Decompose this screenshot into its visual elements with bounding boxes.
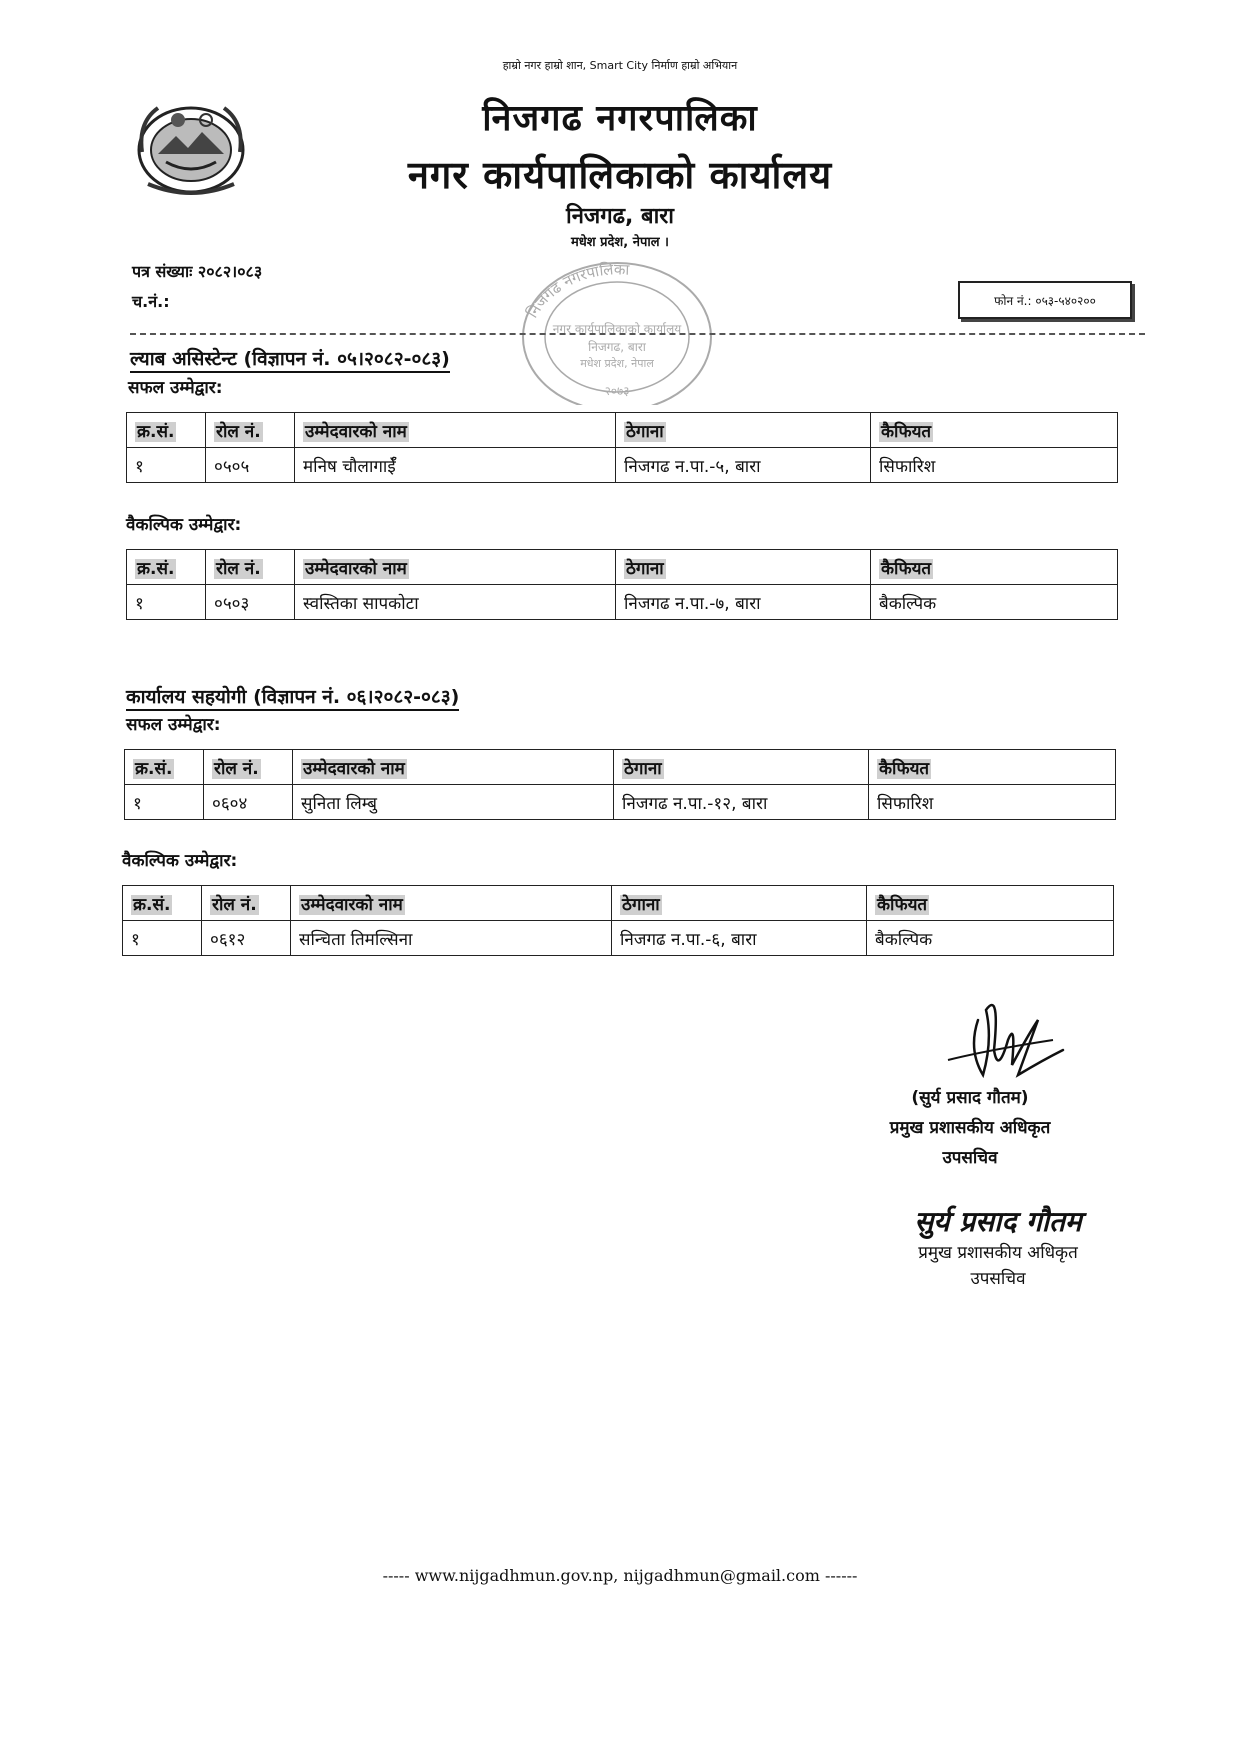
stamp-text-line3: निजगढ, बारा [588,340,646,354]
alternate-candidates-table [122,885,1114,956]
successful-label: सफल उम्मेद्वार: [128,378,223,398]
table-header-row [127,550,1118,585]
roll-cell: ०६१२ [202,921,291,956]
column-header: रोल नं. [212,894,257,915]
serial-cell: १ [125,785,204,820]
handwritten-signature [938,980,1068,1090]
column-header: रोल नं. [216,558,261,579]
alternate-label: वैकल्पिक उम्मेद्वार: [126,515,242,535]
remarks-cell: सिफारिश [869,785,1116,820]
stamp-text-line1: निजगढ नगरपालिका [523,260,630,322]
column-header: क्र.सं. [137,421,175,442]
roll-cell: ०६०४ [204,785,293,820]
column-header: उम्मेदवारको नाम [303,758,405,779]
name-stamp-rank: उपसचिव [970,1269,1026,1289]
stamp-text-line2: नगर कार्यपालिकाको कार्यालय [552,322,682,336]
column-header: रोल नं. [216,421,261,442]
successful-candidates-table [124,749,1116,820]
name-stamp-name: सुर्य प्रसाद गौतम [914,1205,1082,1238]
signatory-rank: उपसचिव [942,1148,998,1168]
address-cell: निजगढ न.पा.-१२, बारा [614,785,869,820]
header-divider [130,333,1145,335]
stamp-year: २०७३ [604,384,630,398]
address-cell: निजगढ न.पा.-६, बारा [612,921,867,956]
column-header: उम्मेदवारको नाम [305,421,407,442]
serial-cell: १ [123,921,202,956]
candidate-name-cell: सुनिता लिम्बु [293,785,614,820]
address-line-2: मधेश प्रदेश, नेपाल । [571,235,669,250]
column-header: ठेगाना [622,894,660,915]
stamp-text-line4: मधेश प्रदेश, नेपाल [580,357,654,370]
section-title: ल्याब असिस्टेन्ट (विज्ञापन नं. ०५।२०८२-०८३) [130,348,450,373]
successful-candidates-table [126,412,1118,483]
column-header: कैफियत [879,758,930,779]
name-stamp-designation: प्रमुख प्रशासकीय अधिकृत [918,1243,1078,1263]
footer-contact: ----- www.nijgadhmun.gov.np, nijgadhmun@gmail.com ------ [382,1566,858,1585]
candidate-name-cell: स्वस्तिका सापकोटा [295,585,616,620]
phone-box: फोन नं.: ०५३-५४०२०० [958,281,1132,319]
candidate-name-cell: सन्चिता तिमल्सिना [291,921,612,956]
office-name: नगर कार्यपालिकाको कार्यालय [407,153,833,197]
section-title: कार्यालय सहयोगी (विज्ञापन नं. ०६।२०८२-०८३) [126,686,459,711]
table-row [127,448,1118,483]
table-header-row [127,413,1118,448]
table-header-row [123,886,1114,921]
column-header: क्र.सं. [137,558,175,579]
column-header: कैफियत [877,894,928,915]
column-header: ठेगाना [626,558,664,579]
table-row [127,585,1118,620]
candidate-name-cell: मनिष चौलागाईँ [295,448,616,483]
remarks-cell: बैकल्पिक [867,921,1114,956]
address-cell: निजगढ न.पा.-५, बारा [616,448,871,483]
table-row [123,921,1114,956]
office-round-stamp [510,245,725,405]
column-header: कैफियत [881,558,932,579]
section-office-assistant [126,683,459,709]
roll-cell: ०५०३ [206,585,295,620]
dispatch-number: च.नं.: [132,292,170,311]
alternate-label: वैकल्पिक उम्मेद्वार: [122,851,238,871]
column-header: उम्मेदवारको नाम [305,558,407,579]
column-header: कैफियत [881,421,932,442]
header-slogan: हाम्रो नगर हाम्रो शान, Smart City निर्माण हाम्रो अभियान [502,59,738,72]
table-row [125,785,1116,820]
address-cell: निजगढ न.पा.-७, बारा [616,585,871,620]
address-line-1: निजगढ, बारा [566,204,674,229]
column-header: ठेगाना [626,421,664,442]
column-header: रोल नं. [214,758,259,779]
column-header: क्र.सं. [133,894,171,915]
column-header: उम्मेदवारको नाम [301,894,403,915]
remarks-cell: सिफारिश [871,448,1118,483]
roll-cell: ०५०५ [206,448,295,483]
serial-cell: १ [127,585,206,620]
section-lab-assistant [130,345,450,371]
organization-name: निजगढ नगरपालिका [482,98,758,139]
remarks-cell: बैकल्पिक [871,585,1118,620]
reference-number: पत्र संख्याः २०८२।०८३ [132,262,263,281]
alternate-candidates-table [126,549,1118,620]
signatory-name: (सुर्य प्रसाद गौतम) [911,1088,1029,1108]
serial-cell: १ [127,448,206,483]
table-header-row [125,750,1116,785]
column-header: क्र.सं. [135,758,173,779]
successful-label: सफल उम्मेद्वार: [126,715,221,735]
column-header: ठेगाना [624,758,662,779]
signatory-designation: प्रमुख प्रशासकीय अधिकृत [889,1118,1051,1138]
